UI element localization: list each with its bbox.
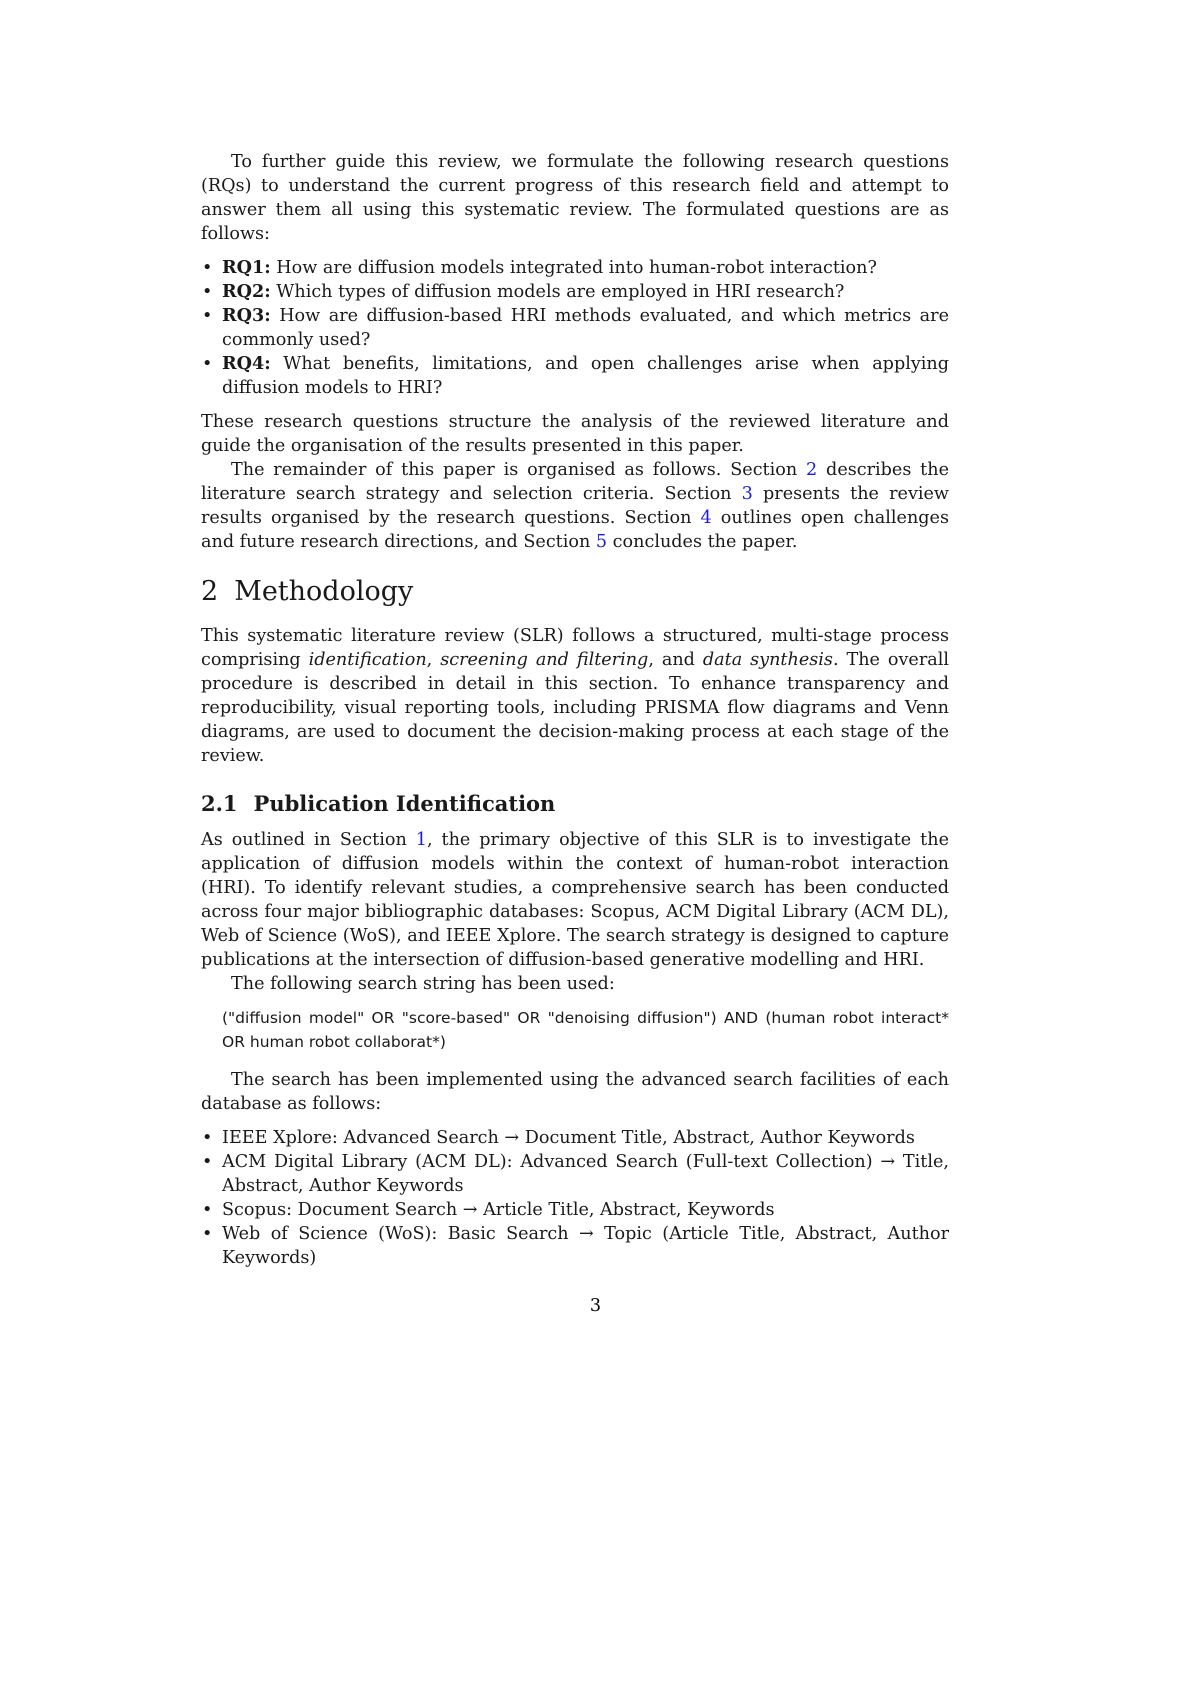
emphasis: identification xyxy=(308,650,427,670)
rq-text: What benefits, limitations, and open challenges arise when applying diffusion models to HRI? xyxy=(222,354,949,398)
section-link[interactable]: 3 xyxy=(741,484,753,504)
section-link[interactable]: 4 xyxy=(700,508,712,528)
text-run: outlines open challenges and future research directions, and Section xyxy=(201,508,949,552)
subsection-number: 2.1 xyxy=(201,791,238,816)
list-item: • Web of Science (WoS): Basic Search → Topic (Article Title, Abstract, Author Keywords) xyxy=(201,1222,949,1270)
rq-text: How are diffusion models integrated into human-robot interaction? xyxy=(276,258,877,278)
paper-outline-paragraph xyxy=(201,458,949,554)
rq-label: RQ3: xyxy=(222,305,271,326)
emphasis: screening and filtering xyxy=(440,650,649,670)
text-run: , xyxy=(426,650,441,670)
emphasis: data synthesis xyxy=(702,650,833,670)
research-questions-list xyxy=(201,256,949,400)
list-item: • IEEE Xplore: Advanced Search → Document Title, Abstract, Author Keywords xyxy=(201,1126,949,1150)
text-run: , and xyxy=(648,650,703,670)
rq-text: How are diffusion-based HRI methods evaluated, and which metrics are commonly used? xyxy=(222,306,949,350)
text-run: This systematic literature review (SLR) follows a structured, multi-stage process comprising xyxy=(201,626,949,670)
rq-text: Which types of diffusion models are employed in HRI research? xyxy=(276,282,845,302)
rq-summary-paragraph: These research questions structure the analysis of the reviewed literature and guide the organisation of the results presented in this paper. xyxy=(201,412,949,456)
section-title: Methodology xyxy=(234,576,414,607)
text-run: presents the review results organised by the research questions. Section xyxy=(201,484,949,528)
section-heading xyxy=(201,576,949,608)
text-run: , the primary objective of this SLR is to investigate the application of diffusion models within the context of human-robot interaction (HRI). To identify relevant studies, a comprehensive search has been conducted across four major bibliographic databases: Scopus, ACM Digital Library (ACM DL), Web of Science (WoS), and IEEE Xplore. The search strategy is designed to capture publications at the intersection of diffusion-based generative modelling and HRI. xyxy=(201,830,949,970)
paper-page xyxy=(201,150,949,1270)
database-list xyxy=(201,1126,949,1270)
list-item xyxy=(201,304,949,352)
text-run: . The overall procedure is described in detail in this section. To enhance transparency and reproducibility, visual reporting tools, including PRISMA flow diagrams and Venn diagrams, are used to document the decision-making process at each stage of the review. xyxy=(201,650,949,766)
page-number: 3 xyxy=(589,1296,602,1316)
section-link[interactable]: 1 xyxy=(415,830,427,850)
text-run: describes the literature search strategy and selection criteria. Section xyxy=(201,460,949,504)
methodology-paragraph xyxy=(201,624,949,768)
database-intro-paragraph: The search has been implemented using the advanced search facilities of each database as follows: xyxy=(201,1070,949,1114)
list-item xyxy=(201,352,949,400)
subsection-title: Publication Identification xyxy=(253,791,556,816)
rq-label: RQ1: xyxy=(222,257,271,278)
subsection-heading xyxy=(201,790,949,818)
search-string-intro: The following search string has been used: xyxy=(231,974,615,994)
rq-label: RQ4: xyxy=(222,353,271,374)
intro-paragraph: To further guide this review, we formulate the following research questions (RQs) to understand the current progress of this research field and attempt to answer them all using this systematic review. The formulated questions are as follows: xyxy=(201,152,949,244)
section-number: 2 xyxy=(201,576,219,607)
text-run: As outlined in Section xyxy=(201,830,416,850)
list-item: • ACM Digital Library (ACM DL): Advanced Search (Full-text Collection) → Title, Abstract, Author Keywords xyxy=(201,1150,949,1198)
identification-paragraph xyxy=(201,828,949,972)
text-run: The remainder of this paper is organised as follows. Section xyxy=(231,460,807,480)
section-link[interactable]: 2 xyxy=(806,460,818,480)
rq-label: RQ2: xyxy=(222,281,271,302)
search-string: ("diffusion model" OR "score-based" OR "denoising diffusion") AND (human robot interact* OR human robot collaborat*) xyxy=(222,1009,949,1051)
list-item xyxy=(201,256,949,280)
list-item: • Scopus: Document Search → Article Title, Abstract, Keywords xyxy=(201,1198,949,1222)
text-run: concludes the paper. xyxy=(607,532,798,552)
list-item xyxy=(201,280,949,304)
section-link[interactable]: 5 xyxy=(595,532,608,552)
